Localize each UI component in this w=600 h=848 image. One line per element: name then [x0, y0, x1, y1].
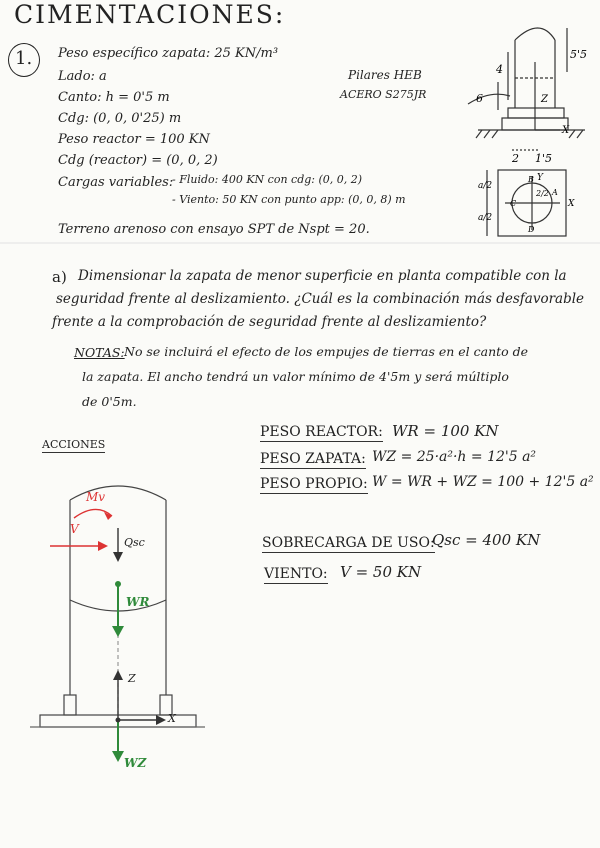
question-a-line-3: frente a la comprobación de seguridad frente al deslizamiento?	[52, 314, 487, 330]
dim-4: 4	[496, 63, 503, 76]
data-cdg: Cdg: (0, 0, 0'25) m	[58, 111, 182, 126]
dim-5-5: 5'5	[570, 48, 588, 61]
propio-formula: W = WR + WZ = 100 + 12'5 a²	[372, 474, 594, 490]
question-a-label: a)	[52, 268, 67, 286]
terrain-text: Terreno arenoso con ensayo SPT de Nspt = 20.	[58, 222, 370, 237]
dim-6: 6	[476, 92, 483, 105]
reactor-formula: WR = 100 KN	[392, 422, 499, 440]
data-cdg-reactor: Cdg (reactor) = (0, 0, 2)	[58, 153, 218, 168]
variable-load-fluido: - Fluido: 400 KN con cdg: (0, 0, 2)	[172, 173, 363, 186]
notes-label: NOTAS:	[74, 345, 125, 360]
variable-load-viento: - Viento: 50 KN con punto app: (0, 0, 8) m	[172, 193, 406, 206]
axis-y-plan: Y	[537, 173, 543, 183]
viento-formula: V = 50 KN	[340, 563, 422, 581]
axis-x-top: X	[562, 125, 570, 136]
label-z: Z	[128, 672, 136, 685]
reactor-plan-figure	[487, 170, 566, 236]
reactor-label: PESO REACTOR:	[260, 424, 383, 440]
label-mv: Mv	[86, 490, 106, 504]
page-title: CIMENTACIONES:	[14, 0, 286, 29]
circle-label: 2/2	[536, 189, 549, 198]
label-qsc: Qsc	[124, 536, 145, 549]
dim-2: 2	[512, 152, 519, 165]
label-v: V	[70, 522, 79, 536]
dim-a-half-2: a/2	[478, 213, 493, 223]
sobrecarga-label: SOBRECARGA DE USO:	[262, 535, 435, 551]
data-canto: Canto: h = 0'5 m	[58, 90, 170, 105]
zapata-formula: WZ = 25·a²·h = 12'5 a²	[372, 449, 537, 465]
axis-x-plan: X	[568, 199, 575, 209]
label-wz: WZ	[124, 756, 147, 770]
label-a: A	[552, 188, 558, 197]
label-wr: WR	[126, 595, 150, 609]
question-a-line-2: seguridad frente al deslizamiento. ¿Cuál es la combinación más desfavorable	[56, 291, 585, 307]
dim-1-5: 1'5	[535, 152, 553, 165]
question-a-line-1: Dimensionar la zapata de menor superficie en planta compatible con la	[78, 268, 567, 284]
label-acero: ACERO S275JR	[340, 88, 427, 101]
notes-line-2: la zapata. El ancho tendrá un valor mínimo de 4'5m y será múltiplo	[82, 369, 509, 384]
label-c: C	[510, 199, 517, 208]
zapata-label: PESO ZAPATA:	[260, 451, 366, 467]
data-peso-especifico: Peso específico zapata: 25 KN/m³	[58, 46, 279, 61]
data-lado: Lado: a	[58, 69, 107, 84]
label-pilares: Pilares HEB	[348, 68, 422, 82]
variable-loads-label: Cargas variables:	[58, 175, 174, 190]
actions-heading: ACCIONES	[42, 438, 106, 451]
label-x: X	[168, 712, 176, 725]
viento-label: VIENTO:	[264, 566, 328, 582]
problem-number: 1.	[15, 48, 33, 69]
data-peso-reactor: Peso reactor = 100 KN	[58, 132, 210, 147]
sobrecarga-formula: Qsc = 400 KN	[432, 531, 541, 549]
axis-z-top: Z	[541, 94, 548, 105]
v-arrowhead	[98, 541, 108, 551]
label-b: B	[528, 175, 534, 184]
notes-line-1: No se incluirá el efecto de los empujes de tierras en el canto de	[124, 344, 529, 359]
dim-a-half-1: a/2	[478, 181, 493, 191]
label-d: D	[528, 225, 535, 234]
notes-line-3: de 0'5m.	[82, 394, 137, 409]
propio-label: PESO PROPIO:	[260, 476, 368, 492]
